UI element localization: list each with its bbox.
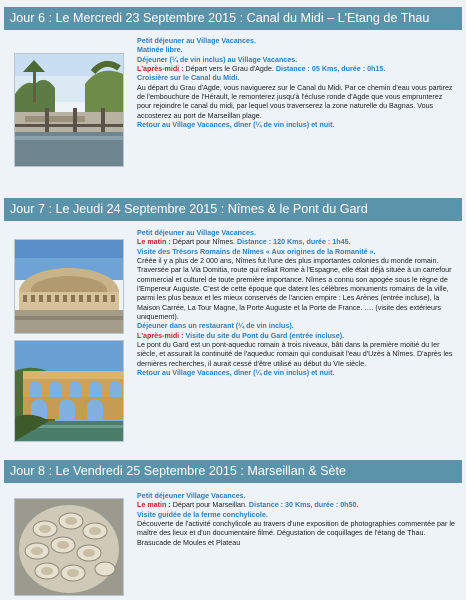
day8-morning-distance: Distance : 30 Kms, durée : 0h50. (248, 501, 359, 510)
day7-lunch: Déjeuner dans un restaurant (¼ de vin inclus). (137, 322, 294, 331)
day6-lunch: Déjeuner (¼ de vin inclus) au Village Vacances. (137, 55, 298, 64)
day6-afternoon-distance: Distance : 05 Kms, durée : 0h15. (275, 65, 386, 74)
day7-morning-text: Départ pour Nîmes. (172, 238, 236, 247)
pont-du-gard-photo (14, 340, 124, 442)
day8-morning (137, 501, 458, 510)
day7-morning-label: Le matin : (137, 238, 171, 247)
day7-morning (137, 238, 458, 247)
day6-title: Jour 6 : Le Mercredi 23 Septembre 2015 : Canal du Midi – L'Etang de Thau (10, 11, 430, 25)
canal-du-midi-photo (14, 53, 124, 167)
day7-afternoon (137, 332, 458, 341)
day8-visit: Visite guidée de la ferme conchylicole. (137, 510, 268, 519)
day7-visit: Visite des Trésors Romains de Nîmes « Aux origines de la Romanité ». (137, 247, 376, 256)
day7-banner (4, 198, 462, 221)
day8-description: Découverte de l'activité conchylicole au travers d'une exposition de photographies commentée par le maître des lieux et d'un documentaire filmé. Dégustation de coquillages de l'étang de Thau. Brasucade de Moules et Plateau (137, 520, 455, 547)
day6-return: Retour au Village Vacances, dîner (¼ de vin inclus) et nuit. (137, 121, 335, 130)
oysters-photo (14, 498, 124, 596)
day8-breakfast: Petit déjeuner Village Vacances. (137, 492, 246, 500)
day8-morning-text: Départ pour Marseillan. (172, 501, 247, 510)
day8-morning-label: Le matin : (137, 501, 171, 510)
day7-return: Retour au Village Vacances, dîner (¼ de vin inclus) et nuit. (137, 369, 335, 378)
day7-afternoon-label: L'après-midi : (137, 331, 184, 340)
day6-afternoon (137, 65, 458, 74)
arenes-de-nimes-photo (14, 239, 124, 334)
day6-morning: Matinée libre. (137, 46, 183, 55)
day6-afternoon-text: Départ vers le Grau d'Agde. (185, 65, 274, 74)
day6-afternoon-label: L'après-midi : (137, 65, 184, 74)
day7-description: Créée il y a plus de 2 000 ans, Nîmes fut l'une des plus importantes colonies du monde romain. Traversée par la Via Domitia, route qui reliait Rome à l'Espagne, elle était déjà située à un carrefour commercial et culturel de toute première importance. Nîmes a connu son apogée sous le règne de l'Empereur Auguste. C'est de cette époque que datent les célèbres monuments romains de la ville, parmi les plus beaux et les mieux conservés de l'ancien empire : Les Arènes (entrée incluse), la Maison Carrée, La Tour Magne, la Porte Auguste et la Porte de France. …. (visite des extérieurs uniquement). (137, 257, 452, 322)
day7-afternoon-text: Visite du site du Pont du Gard (entrée incluse). (185, 331, 345, 340)
day6-breakfast: Petit déjeuner au Village Vacances. (137, 37, 256, 45)
day8-title: Jour 8 : Le Vendredi 25 Septembre 2015 : Marseillan & Sète (10, 464, 347, 478)
day7-morning-distance: Distance : 120 Kms, durée : 1h45. (237, 238, 351, 247)
day6-cruise: Croisière sur le Canal du Midi. (137, 74, 240, 83)
day7-pont-description: Le pont du Gard est un pont-aqueduc romain à trois niveaux, bâti dans la première moitié du Ier siècle, et assurait la continuité de l'aqueduc romain qui conduisait l'eau d'Uzès à Nîmes. D'après les dernières recherches, il aurait cessé d'être utilisé au début du VIe siècle. (137, 341, 453, 368)
day6-text (137, 37, 458, 130)
day8-text (137, 492, 458, 548)
day6-description: Au départ du Grau d'Agde, vous naviguerez sur le Canal du Midi. Par ce chemin d'eau vous partirez de l'embouchure de l'Hérault, le remonterez jusqu'à l'écluse ronde d'Agde que vous emprunterez pour rejoindre le canal du midi, par lequel vous traverserez la zone naturelle du Bagnas. Vous accosterez au port de Marseillan plage. (137, 83, 453, 120)
day7-title: Jour 7 : Le Jeudi 24 Septembre 2015 : Nîmes & le Pont du Gard (10, 202, 368, 216)
day7-breakfast: Petit déjeuner au Village Vacances. (137, 229, 256, 237)
day8-banner (4, 460, 462, 483)
day6-banner (4, 7, 462, 30)
day7-text (137, 229, 458, 379)
